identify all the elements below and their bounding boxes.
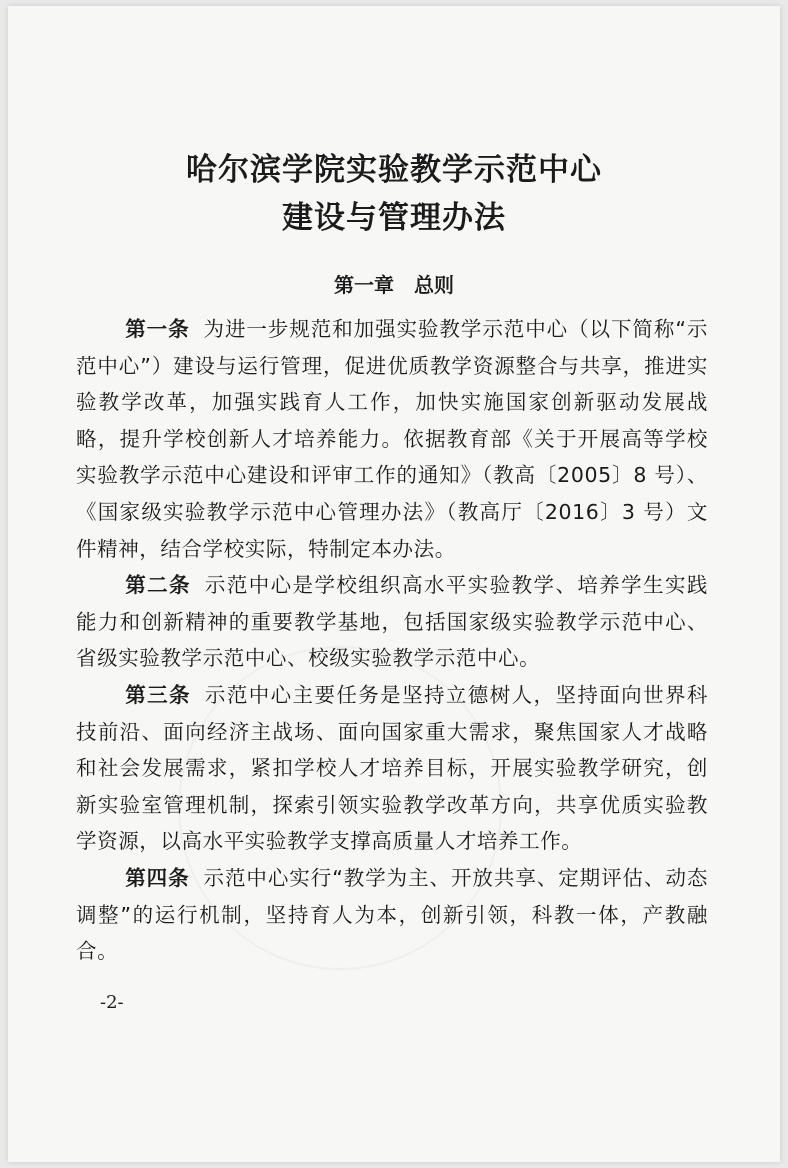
chapter-number: 第一章 [334,273,394,297]
article-2-title: 第二条 [125,573,191,598]
title-line-1: 哈尔滨学院实验教学示范中心 [186,152,602,188]
article-4 [76,860,708,970]
article-4-title: 第四条 [125,865,190,890]
article-3-text: 示范中心主要任务是坚持立德树人，坚持面向世界科技前沿、面向经济主战场、面向国家重大需求，聚焦国家人才战略和社会发展需求，紧扣学校人才培养目标，开展实验教学研究，创新实验室管理机制，探索引领实验教学改革方向，共享优质实验教学资源，以高水平实验教学支撑高质量人才培养工作。 [76,682,708,854]
article-2-text: 示范中心是学校组织高水平实验教学、培养学生实践能力和创新精神的重要教学基地，包括国家级实验教学示范中心、省级实验教学示范中心、校级实验教学示范中心。 [76,573,708,671]
chapter-heading [8,270,780,300]
article-2 [76,567,708,677]
chapter-title: 总则 [414,273,454,297]
document-title [8,146,780,242]
page-number: -2- [100,992,124,1013]
article-4-text: 示范中心实行“教学为主、开放共享、定期评估、动态调整”的运行机制，坚持育人为本，创新引领，科教一体，产教融合。 [76,865,708,964]
title-line-2: 建设与管理办法 [282,200,506,236]
article-1-text: 为进一步规范和加强实验教学示范中心（以下简称“示范中心”）建设与运行管理，促进优质教学资源整合与共享，推进实验教学改革，加强实践育人工作，加快实施国家创新驱动发展战略，提升学校创新人才培养能力。依据教育部《关于开展高等学校实验教学示范中心建设和评审工作的通知》（教高〔2005〕8 号）、《国家级实验教学示范中心管理办法》（教高厅〔2016〕3 号）文件精神，结合学校实际，特制定本办法。 [76,317,708,561]
article-1 [76,311,708,567]
document-body [76,311,708,970]
article-3-title: 第三条 [125,682,191,707]
article-1-title: 第一条 [125,317,190,341]
document-page [8,6,780,1162]
article-3 [76,677,708,860]
